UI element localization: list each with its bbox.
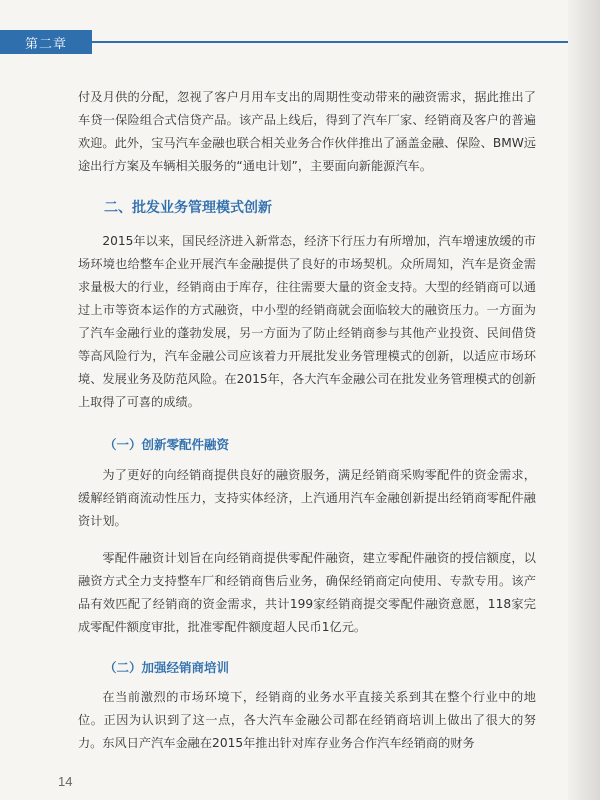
chapter-tab bbox=[0, 30, 92, 54]
paragraph-3 bbox=[78, 464, 536, 533]
paragraph-4-text: 零配件融资计划旨在向经销商提供零配件融资，建立零配件融资的授信额度，以融资方式全力支持整车厂和经销商售后业务，确保经销商定向使用、专款专用。该产品有效匹配了经销商的资金需求，共计199家经销商提交零配件融资意愿，118家完成零配件额度审批，批准零配件额度超人民币1亿元。 bbox=[78, 551, 536, 634]
paragraph-1-text: 付及月供的分配，忽视了客户月用车支出的周期性变动带来的融资需求，据此推出了车贷一保险组合式信贷产品。该产品上线后，得到了汽车厂家、经销商及客户的普遍欢迎。此外，宝马汽车金融也联合相关业务合作伙伴推出了涵盖金融、保险、BMW远途出行方案及车辆相关服务的“通电计划”，主要面向新能源汽车。 bbox=[78, 90, 536, 173]
subsection-heading-1: （一）创新零配件融资 bbox=[104, 437, 230, 452]
page-number: 14 bbox=[58, 774, 73, 789]
section-heading: 二、批发业务管理模式创新 bbox=[104, 200, 272, 216]
paragraph-1 bbox=[78, 86, 536, 178]
paragraph-2 bbox=[78, 230, 536, 414]
paragraph-2-text: 2015年以来，国民经济进入新常态，经济下行压力有所增加，汽车增速放缓的市场环境也给整车企业开展汽车金融提供了良好的市场契机。众所周知，汽车是资金需求量极大的行业，经销商由于库存，往往需要大量的资金支持。大型的经销商可以通过上市等资本运作的方式融资，中小型的经销商就会面临较大的融资压力。一方面为了汽车金融行业的蓬勃发展，另一方面为了防止经销商参与其他产业投资、民间借贷等高风险行为，汽车金融公司应该着力开展批发业务管理模式的创新，以适应市场环境、发展业务及防范风险。在2015年，各大汽车金融公司在批发业务管理模式的创新上取得了可喜的成绩。 bbox=[78, 234, 536, 409]
paragraph-4 bbox=[78, 547, 536, 639]
chapter-rule bbox=[92, 41, 568, 43]
book-spine-shadow bbox=[568, 0, 600, 800]
paragraph-5-text: 在当前激烈的市场环境下，经销商的业务水平直接关系到其在整个行业中的地位。正因为认识到了这一点，各大汽车金融公司都在经销商培训上做出了很大的努力。东风日产汽车金融在2015年推出针对库存业务合作汽车经销商的财务 bbox=[78, 690, 536, 750]
chapter-label: 第二章 bbox=[24, 36, 67, 52]
paragraph-3-text: 为了更好的向经销商提供良好的融资服务，满足经销商采购零配件的资金需求，缓解经销商流动性压力，支持实体经济，上汽通用汽车金融创新提出经销商零配件融资计划。 bbox=[78, 468, 536, 528]
paragraph-5 bbox=[78, 686, 536, 755]
subsection-heading-2: （二）加强经销商培训 bbox=[104, 660, 230, 675]
